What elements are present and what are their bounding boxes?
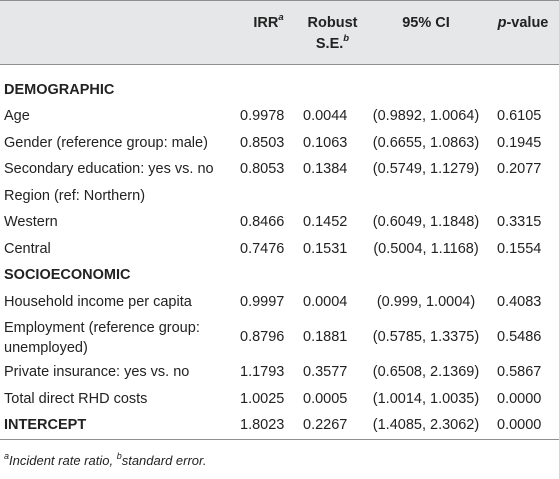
section-title-intercept: INTERCEPT — [0, 413, 237, 440]
footnote-b-text: standard error. — [121, 453, 207, 468]
irr-value: 0.9997 — [240, 293, 285, 310]
table-row-insurance — [0, 360, 559, 387]
table-row-central — [0, 236, 559, 263]
irr-value: 1.0025 — [240, 390, 285, 407]
table-row-secondary-education — [0, 157, 559, 184]
p-value: 0.2077 — [497, 161, 542, 178]
irr-value: 0.9978 — [240, 108, 285, 125]
row-label: Age — [4, 108, 30, 125]
p-value: 0.1945 — [497, 134, 542, 151]
se-value: 0.1063 — [303, 134, 348, 151]
section-row-socioeconomic — [0, 263, 559, 290]
header-se-line2: S.E. — [315, 36, 344, 52]
ci-value: (0.5004, 1.1168) — [373, 240, 479, 257]
irr-value: 1.1793 — [240, 364, 285, 381]
footnote-a-text: Incident rate ratio, — [9, 453, 117, 468]
p-value: 0.0000 — [497, 390, 542, 407]
ci-value: (0.6508, 2.1369) — [372, 364, 480, 381]
footnote-a-sup: a — [4, 450, 10, 461]
section-title-demographic: DEMOGRAPHIC — [4, 81, 115, 98]
se-value: 0.3577 — [303, 364, 348, 381]
se-value: 0.0044 — [303, 108, 348, 125]
header-p-italic: p — [497, 15, 507, 31]
header-ci: 95% CI — [365, 1, 487, 65]
ci-value: (0.6655, 1.0863) — [372, 134, 480, 151]
table-row-rhd-costs — [0, 386, 559, 413]
header-row — [0, 1, 559, 65]
table-row-income — [0, 289, 559, 316]
table-row-region — [0, 183, 559, 210]
se-value: 0.0005 — [303, 390, 348, 407]
irr-value: 0.8053 — [240, 161, 285, 178]
irr-value: 0.7476 — [240, 240, 285, 257]
ci-value: (0.6049, 1.1848) — [372, 214, 480, 231]
table-row-age — [0, 104, 559, 131]
p-value: 0.3315 — [497, 214, 542, 231]
table-row-gender — [0, 130, 559, 157]
section-row-demographic — [0, 77, 559, 104]
header-se-sup: b — [343, 33, 350, 45]
ci-value: (1.4085, 2.3062) — [365, 413, 487, 440]
table-body — [0, 65, 559, 440]
section-row-intercept — [0, 413, 559, 440]
p-value: 0.4083 — [497, 293, 542, 310]
p-value: 0.5486 — [497, 329, 542, 345]
row-label: Gender (reference group: male) — [4, 134, 208, 151]
row-label: Secondary education: yes vs. no — [4, 161, 214, 178]
header-irr-text: IRR — [253, 15, 279, 31]
irr-value: 0.8466 — [240, 214, 285, 231]
row-label: Region (ref: Northern) — [4, 187, 146, 204]
se-value: 0.1452 — [303, 214, 348, 231]
ci-value: (0.9892, 1.0064) — [372, 108, 480, 125]
ci-value: (0.5749, 1.1279) — [372, 161, 480, 178]
table-row-employment — [0, 316, 559, 360]
header-irr — [237, 1, 300, 65]
section-title-socioeconomic: SOCIOECONOMIC — [4, 267, 131, 284]
row-label: Household income per capita — [4, 293, 192, 310]
irr-value: 0.8503 — [240, 134, 285, 151]
row-label: Central — [4, 240, 51, 257]
row-label: Western — [4, 214, 58, 231]
p-value: 0.1554 — [497, 240, 542, 257]
header-variable — [0, 1, 237, 65]
row-label: Private insurance: yes vs. no — [4, 364, 190, 381]
footnote-b-sup: b — [116, 450, 122, 461]
se-value: 0.1881 — [303, 329, 348, 345]
table-row-western — [0, 210, 559, 237]
ci-value: (0.5785, 1.3375) — [372, 329, 480, 345]
header-se-line1: Robust — [307, 15, 358, 31]
p-value: 0.5867 — [497, 364, 542, 381]
se-value: 0.1384 — [303, 161, 348, 178]
ci-value: (1.0014, 1.0035) — [372, 390, 480, 407]
se-value: 0.0004 — [303, 293, 348, 310]
se-value: 0.1531 — [303, 240, 348, 257]
table-footnote — [4, 450, 207, 468]
header-robust-se — [300, 1, 365, 65]
row-label: Total direct RHD costs — [4, 390, 148, 407]
irr-value: 0.8796 — [240, 329, 285, 345]
p-value: 0.6105 — [497, 108, 542, 125]
se-value: 0.2267 — [300, 413, 365, 440]
header-irr-sup: a — [278, 12, 284, 24]
p-value: 0.0000 — [487, 413, 559, 440]
header-p-value — [487, 1, 559, 65]
irr-value: 1.8023 — [237, 413, 300, 440]
spacer-cell — [0, 65, 559, 78]
header-p-rest: -value — [506, 15, 549, 31]
ci-value: (0.999, 1.0004) — [376, 293, 476, 310]
row-label: Employment (reference group: unemployed) — [4, 319, 200, 356]
spacer-row — [0, 65, 559, 78]
table-header — [0, 1, 559, 65]
